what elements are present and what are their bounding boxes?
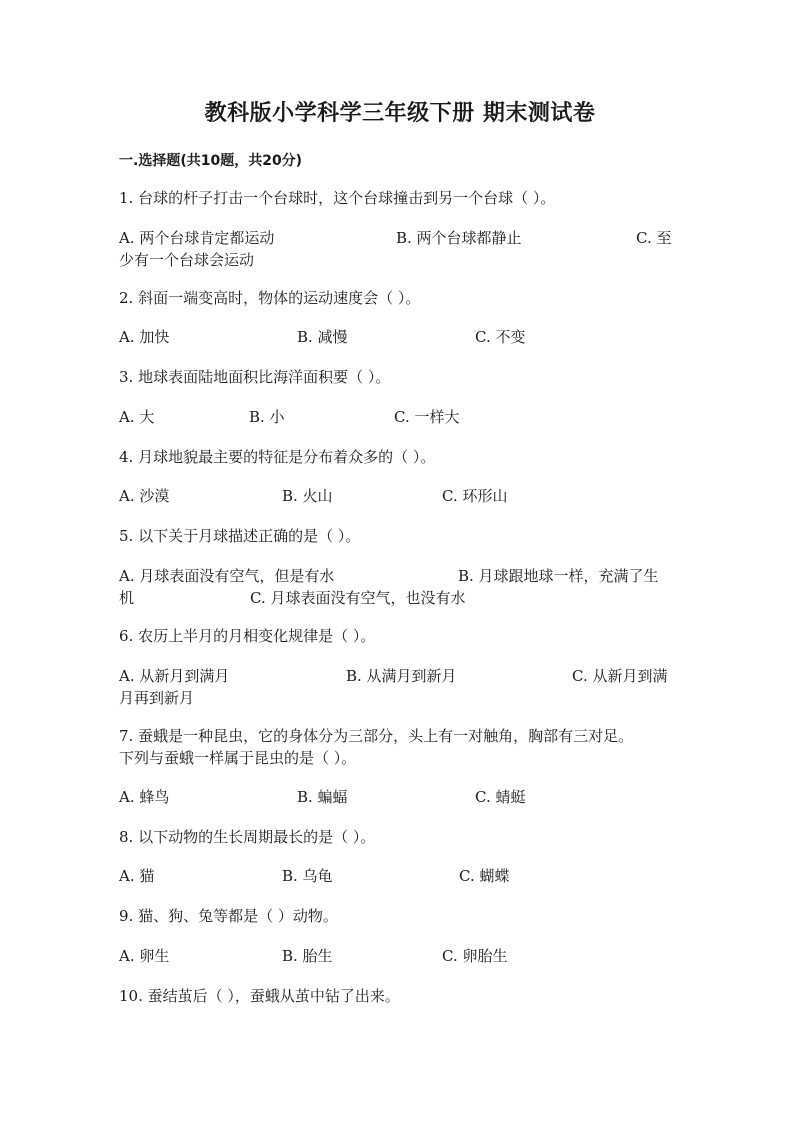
option-b[interactable]: B. 小 <box>249 408 285 426</box>
option-b[interactable]: B. 两个台球都静止 <box>396 229 522 247</box>
option-b[interactable]: B. 胎生 <box>282 947 333 965</box>
option-c-continued: 月再到新月 <box>119 689 195 707</box>
option-b[interactable]: B. 月球跟地球一样，充满了生 <box>458 567 659 585</box>
question-stem: 4. 月球地貌最主要的特征是分布着众多的（ ）。 <box>119 448 436 466</box>
option-a[interactable]: A. 大 <box>119 408 155 426</box>
option-a[interactable]: A. 卵生 <box>119 947 170 965</box>
option-a[interactable]: A. 沙漠 <box>119 487 170 505</box>
option-c-continued: 少有一个台球会运动 <box>119 251 255 269</box>
option-b[interactable]: B. 火山 <box>282 487 333 505</box>
option-a[interactable]: A. 月球表面没有空气，但是有水 <box>119 567 335 585</box>
option-b[interactable]: B. 从满月到新月 <box>346 667 457 685</box>
option-row <box>119 565 679 587</box>
question-stem: 2. 斜面一端变高时，物体的运动速度会（ ）。 <box>119 289 421 307</box>
option-b-continued: 机 <box>119 589 135 607</box>
option-a[interactable]: A. 两个台球肯定都运动 <box>119 229 275 247</box>
question-stem: 8. 以下动物的生长周期最长的是（ ）。 <box>119 828 376 846</box>
option-a[interactable]: A. 猫 <box>119 867 155 885</box>
option-a[interactable]: A. 蜂鸟 <box>119 788 170 806</box>
option-a[interactable]: A. 从新月到满月 <box>119 667 230 685</box>
option-c[interactable]: C. 一样大 <box>394 408 460 426</box>
option-row <box>119 786 679 808</box>
option-c[interactable]: C. 环形山 <box>442 487 508 505</box>
option-row <box>119 406 679 428</box>
option-c[interactable]: C. 蝴蝶 <box>459 867 510 885</box>
option-c[interactable]: C. 不变 <box>475 328 526 346</box>
option-a[interactable]: A. 加快 <box>119 328 170 346</box>
section-heading: 一.选择题(共10题，共20分) <box>119 153 303 169</box>
option-row <box>119 485 679 507</box>
option-row <box>119 326 679 348</box>
option-b[interactable]: B. 蝙蝠 <box>297 788 348 806</box>
question-stem: 6. 农历上半月的月相变化规律是（ ）。 <box>119 627 376 645</box>
option-b[interactable]: B. 减慢 <box>297 328 348 346</box>
question-stem: 10. 蚕结茧后（ ），蚕蛾从茧中钻了出来。 <box>119 987 400 1005</box>
option-c[interactable]: C. 至 <box>636 229 672 247</box>
option-b[interactable]: B. 乌龟 <box>282 867 333 885</box>
question-stem: 3. 地球表面陆地面积比海洋面积要（ ）。 <box>119 368 391 386</box>
question-stem: 7. 蚕蛾是一种昆虫，它的身体分为三部分，头上有一对触角，胸部有三对足。 <box>119 727 634 745</box>
option-row-continued <box>119 687 679 709</box>
option-c[interactable]: C. 从新月到满 <box>572 667 668 685</box>
question-stem: 9. 猫、狗、兔等都是（ ）动物。 <box>119 907 338 925</box>
option-row <box>119 865 679 887</box>
option-row <box>119 227 679 249</box>
option-row <box>119 665 679 687</box>
option-c[interactable]: C. 月球表面没有空气，也没有水 <box>250 589 466 607</box>
option-c[interactable]: C. 蜻蜓 <box>475 788 526 806</box>
page-title: 教科版小学科学三年级下册 期末测试卷 <box>204 101 596 126</box>
question-stem-continued: 下列与蚕蛾一样属于昆虫的是（ ）。 <box>119 749 357 767</box>
question-stem: 5. 以下关于月球描述正确的是（ ）。 <box>119 527 361 545</box>
option-row-continued <box>119 249 679 271</box>
option-c[interactable]: C. 卵胎生 <box>442 947 508 965</box>
option-row-continued <box>119 587 679 609</box>
question-stem: 1. 台球的杆子打击一个台球时，这个台球撞击到另一个台球（ ）。 <box>119 189 556 207</box>
option-row <box>119 945 679 967</box>
